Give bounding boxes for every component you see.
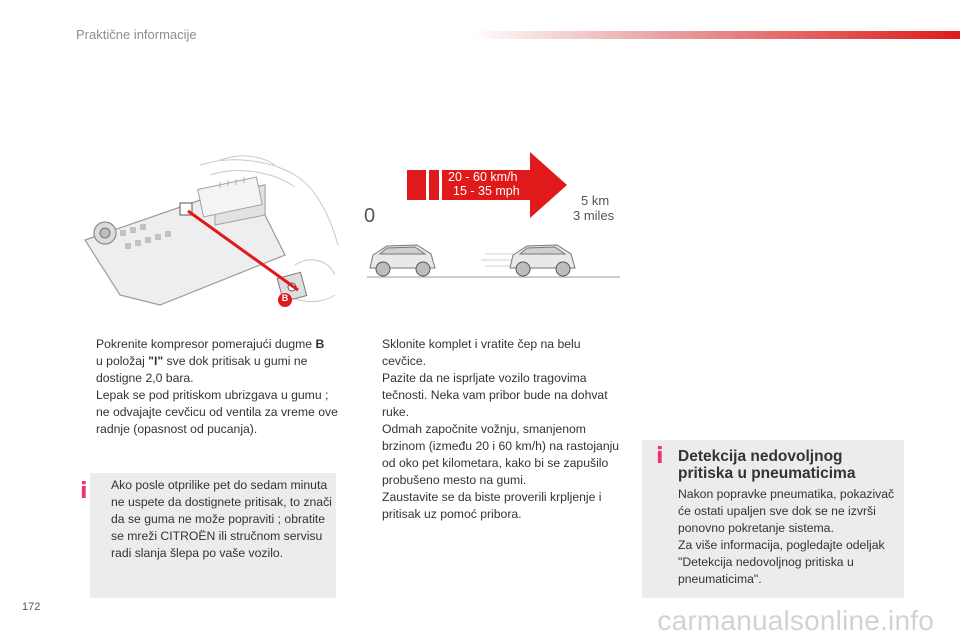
list-item: [76, 336, 338, 438]
list-item: [362, 489, 624, 523]
text-run: Pokrenite kompresor pomerajući dugme: [96, 337, 316, 351]
bullet-paragraph: Lepak se pod pritiskom ubrizgava u gumu ; ne odvajajte cevčicu od ventila za vreme ove radnje (opasnost od pucanja).: [96, 388, 338, 436]
bullet-marker-icon: [362, 489, 382, 491]
left-column: [76, 336, 338, 438]
info-text: [678, 486, 900, 588]
bullet-paragraph: Odmah započnite vožnju, smanjenom brzinom (između 20 i 60 km/h) na rastojanju od oko pet kilometara, kako bi se zapušilo probušeno mesto na gumi.: [382, 422, 620, 487]
compressor-drawing: [80, 155, 340, 315]
bullet-paragraph: Pazite da ne isprljate vozilo tragovima tečnosti. Neka vam pribor bude na dohvat ruke.: [382, 371, 608, 419]
info-icon: i: [656, 444, 664, 469]
section-title: Detekcija nedovoljnog pritiska u pneumaticima: [678, 448, 856, 482]
text-run: sve dok pritisak u gumi ne dostigne 2,0 bara.: [96, 354, 308, 385]
speed-kmh-label: 20 - 60 km/h: [448, 170, 518, 184]
info-text: Ako posle otprilike pet do sedam minuta ne uspete da dostignete pritisak, to znači da se guma ne može popraviti ; obratite se mreži CITROËN ili stručnom servisu radi slanja šlepa po vaše vozilo.: [111, 478, 332, 560]
start-label: 0: [364, 205, 376, 227]
button-b-ref: B: [315, 337, 325, 351]
bullet-paragraph: [96, 336, 338, 387]
list-item: [362, 336, 624, 421]
speed-mph-label: 15 - 35 mph: [453, 184, 520, 198]
info-icon: i: [80, 479, 88, 504]
bullet-marker-icon: [362, 336, 382, 338]
position-i-ref: "I": [148, 354, 164, 368]
watermark: carmanualsonline.info: [657, 605, 934, 636]
header-accent-bar: [470, 31, 960, 39]
list-item: [362, 421, 624, 489]
car-moving: [510, 245, 575, 276]
bullet-paragraph: Sklonite komplet i vratite čep na belu cevčice.: [382, 337, 581, 368]
compressor-illustration: [80, 155, 340, 315]
info-box-left: [80, 473, 336, 598]
bullet-marker-icon: [362, 421, 382, 423]
distance-miles-label: 3 miles: [573, 208, 615, 223]
middle-column: [362, 336, 624, 523]
text-run: u položaj: [96, 354, 149, 368]
bullet-marker-icon: [76, 336, 96, 338]
info-box-right: [642, 440, 904, 598]
bullet-paragraph: Zaustavite se da biste proverili krpljenje i pritisak uz pomoć pribora.: [382, 490, 602, 521]
info-paragraph: Za više informacija, pogledajte odeljak "Detekcija nedovoljnog pritiska u pneumaticima".: [678, 538, 885, 586]
distance-km-label: 5 km: [581, 193, 610, 208]
speed-illustration: [355, 150, 625, 285]
page-number: 172: [22, 601, 41, 613]
info-paragraph: Nakon popravke pneumatika, pokazivač će ostati upaljen sve dok se ne izvrši ponovno pokretanje sistema.: [678, 487, 895, 535]
page-header-title: Praktične informacije: [76, 27, 197, 42]
car-start: [370, 245, 435, 276]
callout-b-label: B: [281, 293, 289, 303]
